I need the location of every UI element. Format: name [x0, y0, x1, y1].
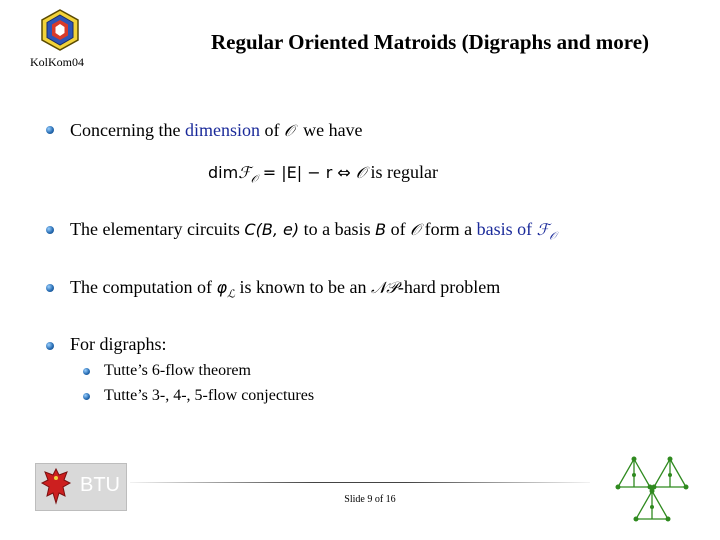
bullet-computation	[70, 277, 500, 301]
symbol-O: 𝒪	[355, 163, 366, 182]
text: of	[390, 219, 406, 239]
symbol-O: 𝒪	[410, 220, 421, 239]
bullet-circuits	[70, 219, 556, 244]
btu-logo-text: BTU	[80, 474, 120, 496]
text: Concerning the	[70, 120, 181, 140]
term-basis: basis of	[476, 219, 533, 239]
bullet-dimension	[70, 120, 363, 141]
eagle-icon	[40, 466, 72, 506]
text: form a	[424, 219, 473, 239]
sub-item-6flow: Tutte’s 6-flow theorem	[104, 362, 251, 379]
formula-rank: = |E| − r ⇔	[257, 163, 356, 182]
sub-bullet-icon	[83, 393, 90, 400]
conference-label: KolKom04	[30, 55, 84, 69]
symbol-L-sub: ℒ	[227, 287, 235, 301]
bullet-icon	[46, 342, 54, 350]
symbol-F: ℱ	[238, 163, 251, 182]
text: we have	[303, 120, 363, 140]
triangle-graph-icon	[612, 455, 692, 523]
bullet-icon	[46, 226, 54, 234]
sub-bullet-icon	[83, 368, 90, 375]
symbol-F: ℱ	[536, 220, 550, 239]
text: The elementary circuits	[70, 219, 240, 239]
text: of	[264, 120, 280, 140]
sub-item-conjectures: Tutte’s 3-, 4-, 5-flow conjectures	[104, 387, 315, 404]
bullet-icon	[46, 126, 54, 134]
symbol-NP: 𝒩𝒫	[370, 278, 398, 297]
footer-divider	[130, 482, 590, 483]
term-dimension: dimension	[184, 120, 260, 140]
slide-title: Regular Oriented Matroids (Digraphs and more)	[210, 30, 650, 54]
text: to a basis	[303, 219, 371, 239]
symbol-B: B	[375, 220, 387, 239]
formula-dimension	[208, 162, 438, 187]
slide-number: Slide 9 of 16	[344, 494, 396, 505]
bullet-icon	[46, 284, 54, 292]
text: is regular	[370, 162, 438, 182]
symbol-circuit: C(B, e)	[244, 220, 300, 239]
formula-dim: dim	[208, 163, 239, 182]
text: -hard problem	[397, 277, 501, 297]
graph-logo	[612, 455, 692, 523]
symbol-O-sub: 𝒪	[549, 229, 557, 243]
symbol-O: 𝒪	[283, 121, 295, 140]
text: is known to be an	[239, 277, 367, 297]
bullet-digraphs: For digraphs:	[70, 334, 167, 354]
symbol-phi: φ	[216, 278, 228, 297]
hexagon-logo-icon	[38, 8, 82, 52]
symbol-O-sub: 𝒪	[250, 172, 258, 186]
text: The computation of	[70, 277, 212, 297]
conference-logo	[38, 8, 82, 52]
